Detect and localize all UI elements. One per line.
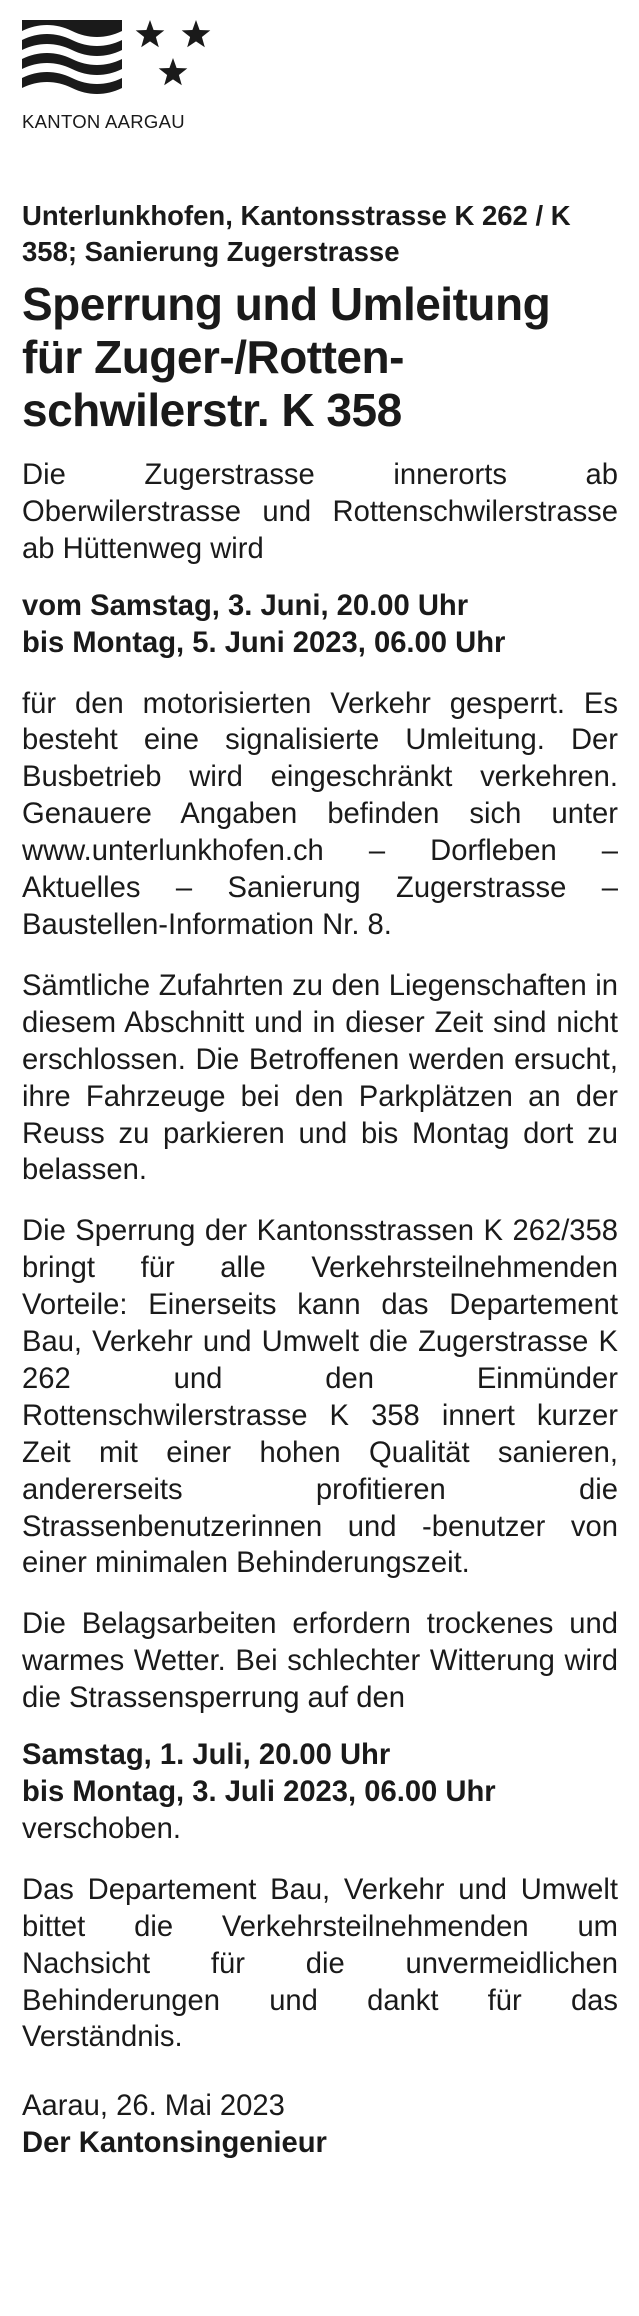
signature-block bbox=[22, 2088, 618, 2162]
intro-paragraph: Die Zugerstrasse innerorts ab Oberwilerstrasse und Rottenschwilerstrasse ab Hüttenweg wird bbox=[22, 459, 618, 565]
notice-headline: Sperrung und Umleitung für Zuger-/Rottenschwilerstr. K 358 bbox=[22, 278, 551, 436]
canton-name: KANTON AARGAU bbox=[22, 111, 185, 132]
apology-paragraph: Das Departement Bau, Verkehr und Umwelt bittet die Verkehrsteilnehmenden um Nachsicht für die unvermeidlichen Behinderungen und dankt für das Verständnis. bbox=[22, 1873, 618, 2054]
access-paragraph: Sämtliche Zufahrten zu den Liegenschaften in diesem Abschnitt und in dieser Zeit sind nicht erschlossen. Die Betroffenen werden ersucht, ihre Fahrzeuge bei den Parkplätzen an der Reuss zu parkieren und bis Montag dort zu belassen. bbox=[22, 969, 618, 1187]
closure-period-end: bis Montag, 5. Juni 2023, 06.00 Uhr bbox=[22, 626, 506, 659]
aargau-coat-of-arms-icon bbox=[22, 18, 252, 110]
notice-document bbox=[22, 18, 618, 2162]
place-date: Aarau, 26. Mai 2023 bbox=[22, 2090, 285, 2123]
postponed-text: verschoben. bbox=[22, 1812, 182, 1845]
advantages-paragraph: Die Sperrung der Kantonsstrassen K 262/358 bringt für alle Verkehrsteilnehmenden Vorteile: Einerseits kann das Departement Bau, Verkehr und Umwelt die Zugerstrasse K 262 und den Einmünder Rottenschwilerstrasse K 358 innert kurzer Zeit mit einer hohen Qualität sanieren, andererseits profitieren die Strassenbenutzerinnen und -benutzer von einer minimalen Behinderungszeit. bbox=[22, 1215, 618, 1580]
weather-paragraph: Die Belagsarbeiten erfordern trockenes und warmes Wetter. Bei schlechter Witterung wird die Strassensperrung auf den bbox=[22, 1608, 618, 1715]
closure-paragraph: für den motorisierten Verkehr gesperrt. Es besteht eine signalisierte Umleitung. Der Busbetrieb wird eingeschränkt verkehren. Genauere Angaben befinden sich unter www.unterlunkhofen.ch – Dorfleben – Aktuelles – Sanierung Zugerstrasse – Baustellen-Information Nr. 8. bbox=[22, 687, 618, 941]
postponement-period-start: Samstag, 1. Juli, 20.00 Uhr bbox=[22, 1739, 391, 1772]
postponement-period bbox=[22, 1737, 618, 1848]
closure-period-start: vom Samstag, 3. Juni, 20.00 Uhr bbox=[22, 589, 469, 622]
signatory: Der Kantonsingenieur bbox=[22, 2127, 327, 2160]
location-title: Unterlunkhofen, Kantonsstrasse K 262 / K 358; Sanierung Zugerstrasse bbox=[22, 200, 571, 267]
postponement-period-end: bis Montag, 3. Juli 2023, 06.00 Uhr bbox=[22, 1776, 496, 1808]
canton-logo bbox=[22, 18, 618, 130]
closure-period bbox=[22, 588, 618, 662]
